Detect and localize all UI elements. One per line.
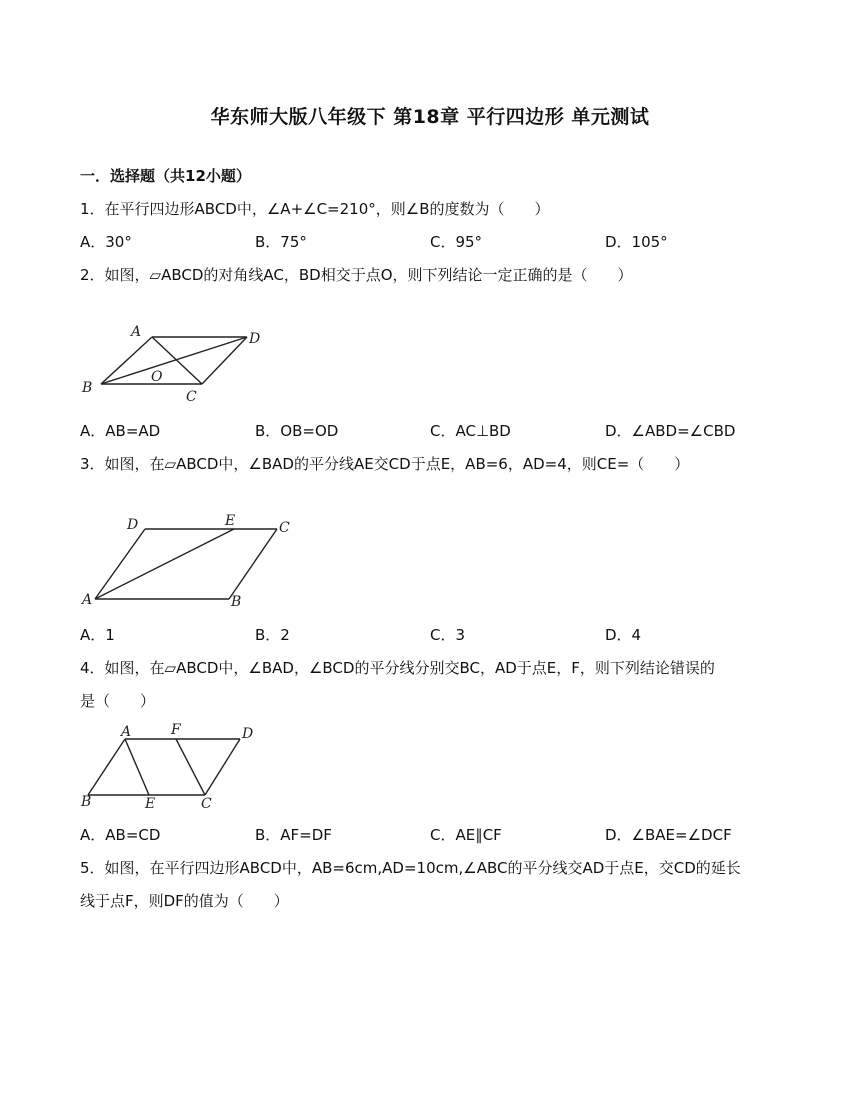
question-2-stem: 2．如图，▱ABCD的对角线AC，BD相交于点O，则下列结论一定正确的是（ ） [80, 266, 633, 284]
label-f: F [171, 722, 181, 738]
label-a: A [121, 724, 132, 740]
label-d: D [127, 517, 139, 533]
page-title: 华东师大版八年级下 第18章 平行四边形 单元测试 [210, 106, 650, 128]
option-d: D．105° [605, 233, 668, 251]
label-a: A [131, 324, 142, 340]
question-4-stem-line-1: 4．如图，在▱ABCD中，∠BAD，∠BCD的平分线分别交BC，AD于点E，F，则下列结论错误的 [80, 659, 715, 677]
option-d: D．4 [605, 626, 642, 644]
label-b: B [81, 794, 92, 810]
option-b: B．OB=OD [255, 422, 339, 440]
option-a: A．30° [80, 233, 132, 251]
label-o: O [151, 369, 163, 385]
option-b: B．2 [255, 626, 290, 644]
option-c: C．AC⊥BD [430, 422, 511, 440]
question-5-stem-line-1: 5．如图，在平行四边形ABCD中，AB=6cm,AD=10cm,∠ABC的平分线交AD于点E，交CD的延长 [80, 859, 741, 877]
label-c: C [201, 796, 212, 812]
option-a: A．AB=AD [80, 422, 161, 440]
option-a: A．AB=CD [80, 826, 161, 844]
option-c: C．95° [430, 233, 483, 251]
question-1-stem: 1．在平行四边形ABCD中，∠A+∠C=210°，则∠B的度数为（ ） [80, 200, 550, 218]
label-d: D [242, 726, 254, 742]
section-heading: 一．选择题（共12小题） [80, 167, 251, 185]
label-d: D [249, 331, 261, 347]
option-c: C．AE∥CF [430, 826, 502, 844]
label-e: E [145, 796, 156, 812]
option-d: D．∠ABD=∠CBD [605, 422, 736, 440]
question-3-stem: 3．如图，在▱ABCD中，∠BAD的平分线AE交CD于点E，AB=6，AD=4，则CE=（ ） [80, 455, 690, 473]
label-b: B [82, 380, 93, 396]
question-4-stem-line-2: 是（ ） [80, 692, 156, 710]
option-c: C．3 [430, 626, 466, 644]
label-e: E [225, 513, 236, 529]
label-b: B [231, 594, 242, 610]
question-5-stem-line-2: 线于点F，则DF的值为（ ） [80, 892, 289, 910]
option-b: B．AF=DF [255, 826, 332, 844]
label-c: C [186, 389, 197, 405]
label-a: A [82, 592, 93, 608]
option-a: A．1 [80, 626, 115, 644]
question-4-options [80, 824, 780, 846]
option-d: D．∠BAE=∠DCF [605, 826, 732, 844]
label-c: C [279, 520, 290, 536]
option-b: B．75° [255, 233, 307, 251]
